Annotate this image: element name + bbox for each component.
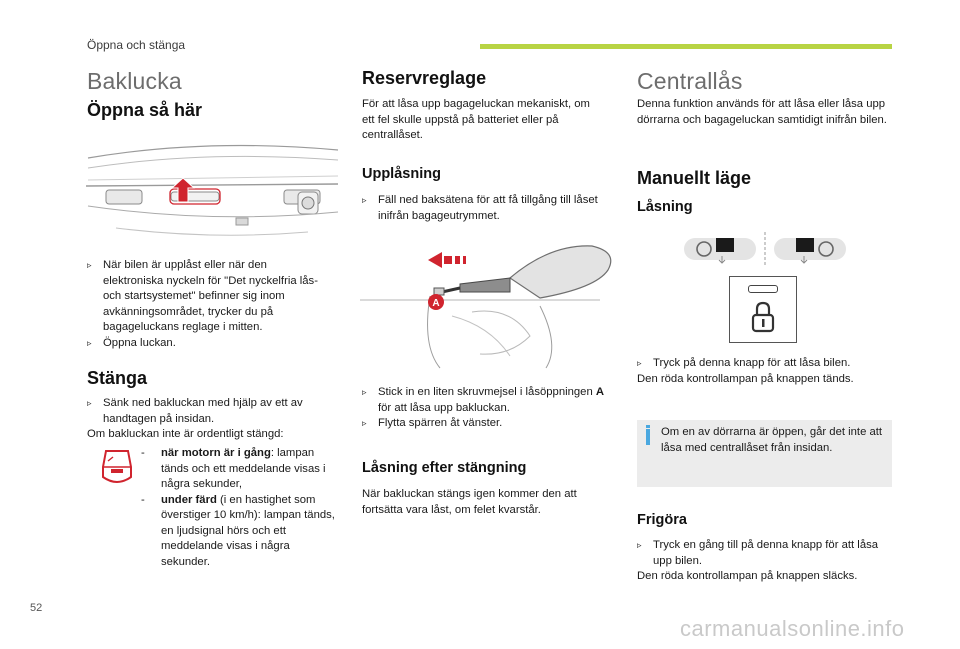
baklucka-title: Baklucka <box>87 68 182 94</box>
bullet-icon: ▹ <box>637 540 642 550</box>
centrallas-intro: Denna funktion används för att låsa eller låsa upp dörrarna och bagageluckan samtidigt inifrån bilen. <box>637 98 887 126</box>
list-item: ▹ Sänk ned bakluckan med hjälp av ett av handtagen på insidan. <box>87 397 303 425</box>
list-item: ▹ Fäll ned baksätena för att få tillgång till låset inifrån bagageutrymmet. <box>362 194 598 222</box>
left-arrow-icon <box>428 252 466 268</box>
bullet-icon: ▹ <box>87 398 92 408</box>
centrallas-title: Centrallås <box>637 68 743 94</box>
marker-a-label: A <box>432 298 440 309</box>
list-item: ▹ Stick in en liten skruvmejsel i låsöppningen A för att låsa upp bakluckan. <box>362 386 605 414</box>
list-item: ▹ När bilen är upplåst eller när den elektroniska nyckeln för "Det nyckelfria lås- och startsystemet" befinner sig inom avkänningsområdet, trycker du på bagageluckans reglage i mitten. <box>87 259 318 333</box>
reservreglage-heading: Reservreglage <box>362 68 487 88</box>
bullet-icon: ▹ <box>362 418 367 428</box>
close-heading: Stänga <box>87 368 148 388</box>
reservreglage-intro: För att låsa upp bagageluckan mekaniskt, om ett fel skulle uppstå på batteriet eller på centrallåset. <box>362 98 590 141</box>
screwdriver-illustration <box>360 236 618 370</box>
central-lock-button[interactable] <box>729 276 797 343</box>
list-item: ▹ Flytta spärren åt vänster. <box>362 416 618 432</box>
lock-instructions: ▹ Tryck på denna knapp för att låsa bilen. Den röda kontrollampan på knappen tänds. <box>637 356 895 387</box>
section-accent-bar <box>480 44 892 49</box>
padlock-icon <box>750 301 776 333</box>
list-item: ▹ Öppna luckan. <box>87 336 327 352</box>
lock-after-close-heading: Låsning efter stängning <box>362 460 527 476</box>
dashboard-illustration <box>682 230 848 268</box>
open-bullet-list <box>87 258 327 351</box>
bullet-icon: ▹ <box>362 195 367 205</box>
unlock-list <box>362 193 618 224</box>
manual-mode-heading: Manuellt läge <box>637 168 752 188</box>
steps-list <box>362 385 618 432</box>
close-section <box>87 396 337 443</box>
info-note <box>637 420 892 487</box>
bullet-icon: ▹ <box>87 260 92 270</box>
open-heading: Öppna så här <box>87 100 203 120</box>
bullet-icon: ▹ <box>637 358 642 368</box>
bullet-icon: ▹ <box>362 387 367 397</box>
list-item: - när motorn är i gång: lampan tänds och ett meddelande visas i några sekunder, <box>141 447 326 490</box>
indicator-lamp <box>748 285 778 293</box>
open-tailgate-warning-icon <box>100 447 134 489</box>
lock-after-close-text: När bakluckan stängs igen kommer den att fortsätta vara låst, om felet kvarstår. <box>362 488 577 516</box>
page-number: 52 <box>30 602 43 614</box>
close-note: Om bakluckan inte är ordentligt stängd: <box>87 428 284 440</box>
bullet-icon: ▹ <box>87 337 92 348</box>
list-item: ▹ Tryck på denna knapp för att låsa bilen. <box>637 356 895 372</box>
section-header: Öppna och stänga <box>87 38 186 52</box>
tailgate-illustration <box>86 140 340 252</box>
list-item: ▹ Tryck en gång till på denna knapp för att låsa upp bilen. <box>637 539 879 567</box>
warning-list <box>141 446 341 570</box>
info-note-text: Om en av dörrarna är öppen, går det inte att låsa med centrallåset från insidan. <box>661 426 883 454</box>
lasning-heading: Låsning <box>637 199 693 215</box>
info-icon <box>646 425 650 428</box>
list-item: - under färd (i en hastighet som överstiger 10 km/h): lampan tänds, en ljudsignal hörs och ett meddelande visas i några sekunder. <box>141 493 335 568</box>
release-instructions: ▹ Tryck en gång till på denna knapp för att låsa upp bilen. Den röda kontrollampan på knappen släcks. <box>637 538 887 585</box>
frigora-heading: Frigöra <box>637 512 687 528</box>
watermark: carmanualsonline.info <box>680 616 905 641</box>
upplasning-heading: Upplåsning <box>362 166 441 182</box>
